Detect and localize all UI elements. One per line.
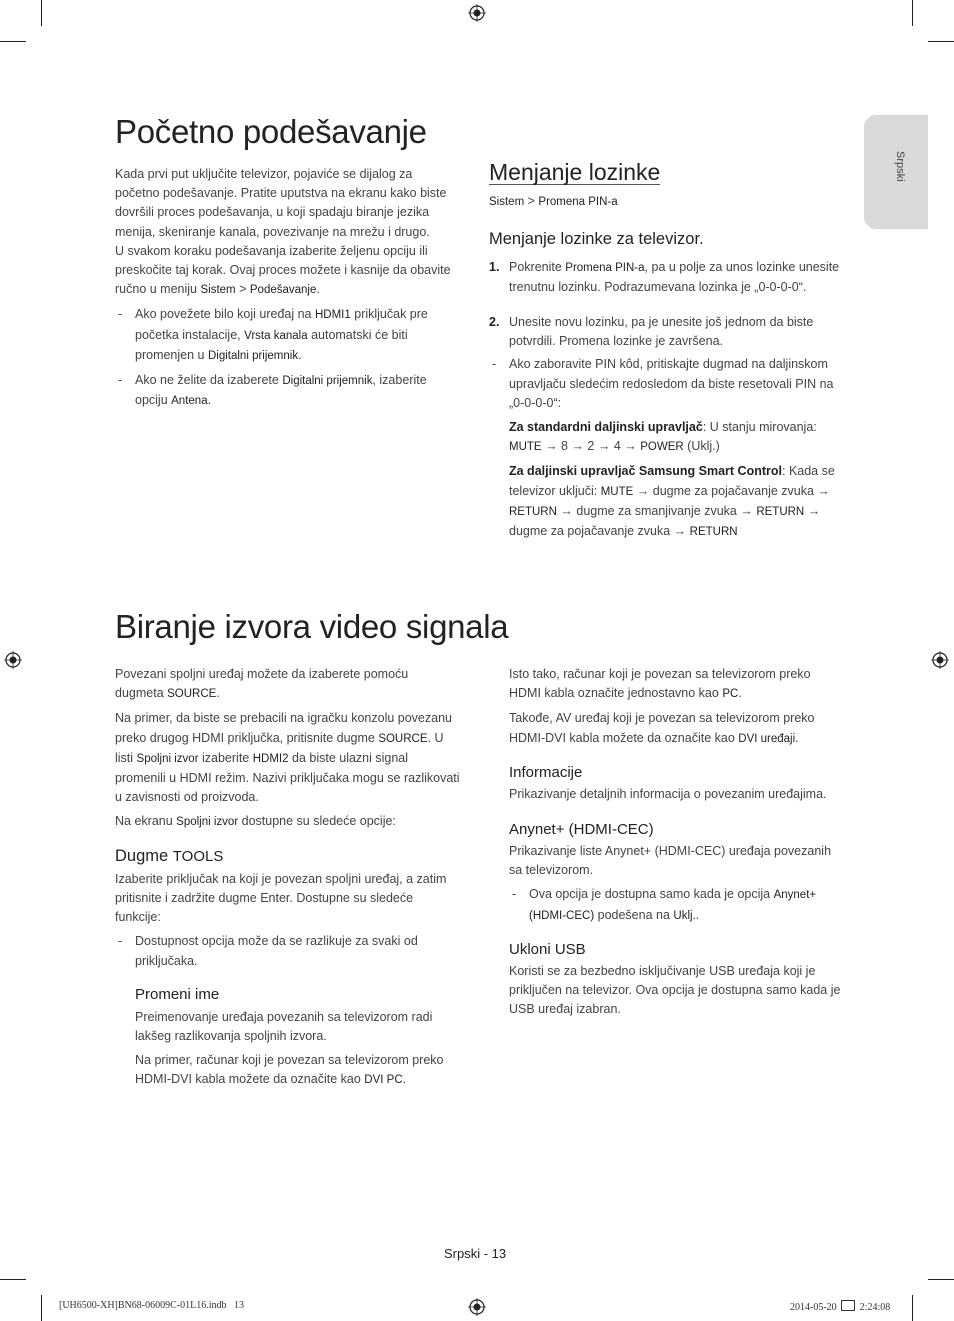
- paragraph: Preimenovanje uređaja povezanih sa televizorom radi lakšeg razlikovanja spoljnih izvora.: [135, 1009, 433, 1044]
- video-source-left-column: [115, 665, 460, 1096]
- option-title-remove-usb: Ukloni USB: [509, 940, 586, 958]
- paragraph: Takođe, AV uređaj koji je povezan sa televizorom preko HDMI-DVI kabla možete da označite kao DVI uređaji.: [509, 711, 815, 745]
- paragraph: Prikazivanje detaljnih informacija o povezanim uređajima.: [509, 786, 827, 801]
- paragraph: Na ekranu Spoljni izvor dostupne su sledeće opcije:: [115, 814, 396, 829]
- footer-glyph-icon: [841, 1300, 855, 1311]
- option-title-rename: Promeni ime: [135, 985, 220, 1003]
- crop-mark: [41, 0, 42, 26]
- initial-setup-column: [115, 165, 455, 416]
- page-number: Srpski - 13: [444, 1246, 507, 1261]
- section-title-change-password: Menjanje lozinke: [489, 159, 661, 185]
- paragraph: Izaberite priključak na koji je povezan spoljni uređaj, a zatim pritisnite i zadržite dugme Enter. Dostupne su sledeće funkcije:: [115, 871, 447, 925]
- crop-mark: [912, 1295, 913, 1321]
- paragraph: Kada prvi put uključite televizor, pojaviće se dijalog za početno podešavanje. Pratite uputstva na ekranu kako biste dovršili proces podešavanja, u koji spadaju biranje jezika menija, skeniranje kanala, povezivanje na mrežu i drugo.: [115, 167, 447, 239]
- password-column: [489, 159, 841, 547]
- remote-standard-sequence: Za standardni daljinski upravljač: U stanju mirovanja: MUTE → 8 → 2 → 4 → POWER (Uklj.): [509, 420, 817, 454]
- step-item: 1. Pokrenite Promena PIN-a, pa u polje za unos lozinke unesite trenutnu lozinku. Podrazumevana lozinka je „0-0-0-0“.: [489, 259, 840, 294]
- video-source-right-column: [509, 665, 844, 1024]
- registration-target-icon: [4, 651, 22, 669]
- subsection-title: Menjanje lozinke za televizor.: [489, 230, 704, 249]
- crop-mark: [41, 1295, 42, 1321]
- paragraph: Prikazivanje liste Anynet+ (HDMI-CEC) uređaja povezanih sa televizorom.: [509, 844, 832, 878]
- paragraph: Na primer, da biste se prebacili na igračku konzolu povezanu preko drugog HDMI priključka, pritisnite dugme SOURCE. U listi Spoljni izvor izaberite HDMI2 da biste ulazni signal promenili u HDMI režim. Nazivi priključaka mogu se razlikovati u zavisnosti od proizvoda.: [115, 711, 460, 805]
- step-item: 2. Unesite novu lozinku, pa je unesite još jednom da biste potvrdili. Promena lozinke je završena.: [489, 315, 814, 349]
- footer-date-value: 2014-05-20: [790, 1302, 837, 1313]
- footer-time-value: 2:24:08: [859, 1302, 891, 1313]
- note-item: - Ako povežete bilo koji uređaj na HDMI1 priključak pre početka instalacije, Vrsta kanala automatski će biti promenjen u Digitalni prijemnik.: [115, 305, 455, 366]
- paragraph: Na primer, računar koji je povezan sa televizorom preko HDMI-DVI kabla možete da označite kao DVI PC.: [135, 1053, 444, 1087]
- registration-target-icon: [468, 1298, 486, 1316]
- remote-smart-control-sequence: Za daljinski upravljač Samsung Smart Control: Kada se televizor uključi: MUTE → dugme za pojačavanje zvuka → RETURN → dugme za smanjivanje zvuka → RETURN → dugme za pojačavanje zvuka → RETURN: [509, 464, 835, 539]
- paragraph: Koristi se za bezbedno isključivanje USB uređaja koji je priključen na televizor. Ova opcija je dostupna samo kada je USB uređaj izabran.: [509, 963, 841, 1017]
- language-tab-label: Srpski: [894, 151, 906, 182]
- paragraph: U svakom koraku podešavanja izaberite željenu opciju ili preskočite taj korak. Ovaj proces možete i kasnije da obavite ručno u meniju Sistem > Podešavanje.: [115, 243, 451, 297]
- registration-target-icon: [468, 4, 486, 22]
- note-item: - Dostupnost opcija može da se razlikuje za svaki od priključaka.: [115, 932, 460, 970]
- crop-mark: [928, 1279, 954, 1280]
- language-side-tab: [864, 115, 928, 229]
- crop-mark: [912, 0, 913, 26]
- note-item: - Ako ne želite da izaberete Digitalni prijemnik, izaberite opciju Antena.: [115, 371, 455, 411]
- note-item: - Ako zaboravite PIN kôd, pritiskajte dugmad na daljinskom upravljaču sledećim redosledom da biste resetovali PIN na „0-0-0-0“:: [489, 355, 841, 413]
- section-title-video-source: Biranje izvora video signala: [115, 608, 509, 645]
- rename-block: [115, 985, 460, 1091]
- crop-mark: [0, 41, 26, 42]
- option-title-info: Informacije: [509, 763, 583, 781]
- footer-file-name: [UH6500-XH]BN68-06009C-01L16.indb 13: [59, 1300, 244, 1311]
- paragraph: Povezani spoljni uređaj možete da izaberete pomoću dugmeta SOURCE.: [115, 667, 409, 701]
- option-title-anynet: Anynet+ (HDMI-CEC): [509, 821, 654, 839]
- menu-path: Sistem > Promena PIN-a: [489, 194, 618, 209]
- section-title-initial-setup: Početno podešavanje: [115, 113, 427, 150]
- crop-mark: [928, 41, 954, 42]
- note-item: - Ova opcija je dostupna samo kada je opcija Anynet+ (HDMI-CEC) podešena na Uklj..: [509, 885, 844, 925]
- subsection-title-tools: Dugme TOOLS: [115, 846, 224, 865]
- paragraph: Isto tako, računar koji je povezan sa televizorom preko HDMI kabla označite jednostavno kao PC.: [509, 667, 811, 701]
- crop-mark: [0, 1279, 26, 1280]
- registration-target-icon: [931, 651, 949, 669]
- footer-date: [790, 1300, 890, 1313]
